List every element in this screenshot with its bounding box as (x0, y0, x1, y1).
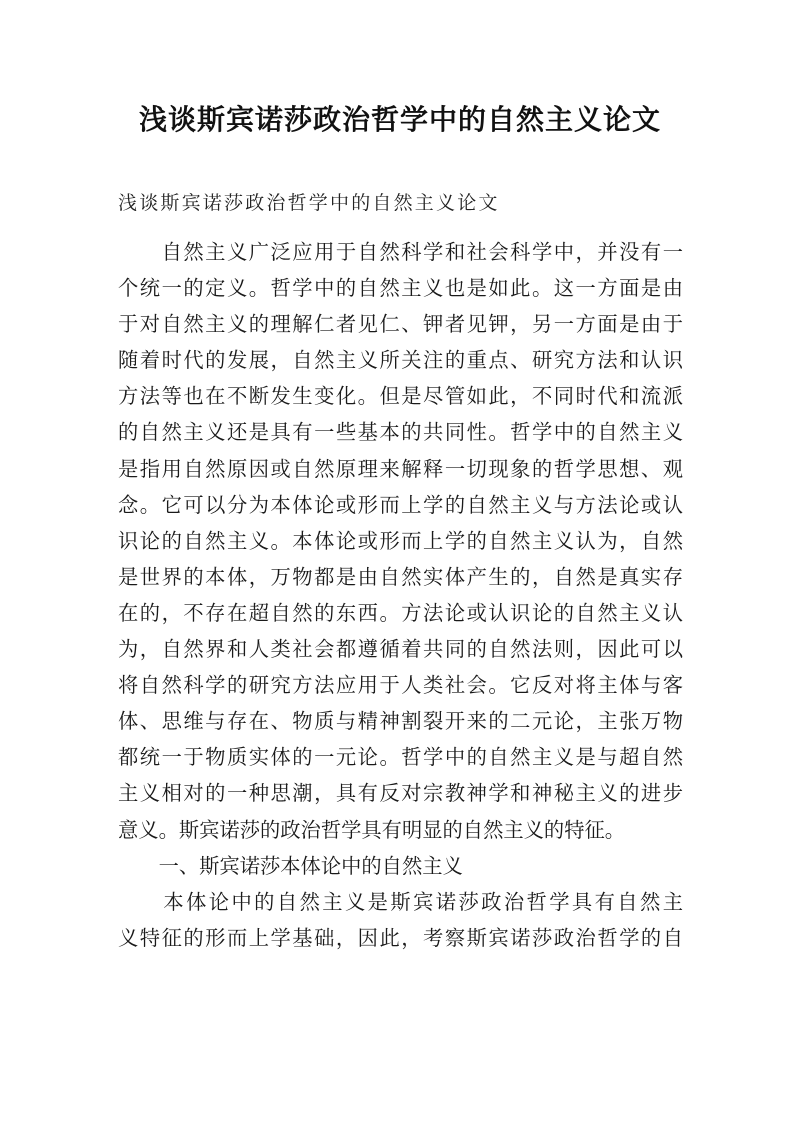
text-line: 都统一于物质实体的一元论。哲学中的自然主义是与超自然 (118, 745, 683, 770)
text-line: 自然主义广泛应用于自然科学和社会科学中，并没有一 (118, 240, 683, 264)
text-line: 方法等也在不断发生变化。但是尽管如此，不同时代和流派 (118, 384, 683, 409)
text-line: 随着时代的发展，自然主义所关注的重点、研究方法和认识 (118, 348, 683, 373)
text-line: 的自然主义还是具有一些基本的共同性。哲学中的自然主义 (118, 420, 683, 445)
text-line: 个统一的定义。哲学中的自然主义也是如此。这一方面是由 (118, 276, 683, 301)
text-line: 本体论中的自然主义是斯宾诺莎政治哲学具有自然主 (118, 889, 683, 914)
text-line: 体、思维与存在、物质与精神割裂开来的二元论，主张万物 (118, 709, 683, 734)
text-line: 是指用自然原因或自然原理来解释一切现象的哲学思想、观 (118, 456, 683, 481)
text-line: 识论的自然主义。本体论或形而上学的自然主义认为，自然 (118, 528, 683, 553)
text-line: 为，自然界和人类社会都遵循着共同的自然法则，因此可以 (118, 637, 683, 662)
section-heading: 一、斯宾诺莎本体论中的自然主义 (118, 853, 463, 878)
text-line: 主义相对的一种思潮，具有反对宗教神学和神秘主义的进步 (118, 781, 683, 806)
document-subtitle: 浅谈斯宾诺莎政治哲学中的自然主义论文 (118, 192, 500, 214)
text-line: 义特征的形而上学基础，因此，考察斯宾诺莎政治哲学的自 (118, 925, 683, 950)
text-line: 在的，不存在超自然的东西。方法论或认识论的自然主义认 (118, 600, 683, 625)
body-text (118, 234, 683, 956)
text-line: 念。它可以分为本体论或形而上学的自然主义与方法论或认 (118, 492, 683, 517)
text-line: 是世界的本体，万物都是由自然实体产生的，自然是真实存 (118, 564, 683, 589)
text-line: 于对自然主义的理解仁者见仁、钾者见钾，另一方面是由于 (118, 312, 683, 337)
text-line: 意义。斯宾诺莎的政治哲学具有明显的自然主义的特征。 (118, 817, 626, 842)
document-title: 浅谈斯宾诺莎政治哲学中的自然主义论文 (138, 103, 661, 136)
text-line: 将自然科学的研究方法应用于人类社会。它反对将主体与客 (118, 673, 683, 698)
